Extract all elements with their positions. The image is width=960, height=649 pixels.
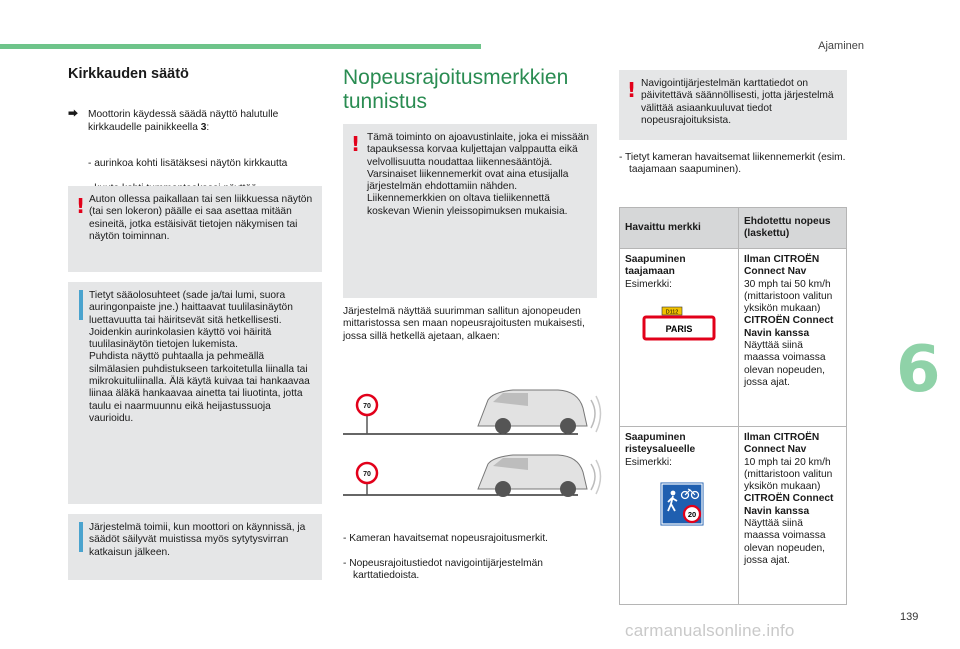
info-box xyxy=(68,282,322,504)
watermark: carmanualsonline.info xyxy=(625,621,795,640)
shared-zone-sign-icon xyxy=(659,481,705,527)
header-bar xyxy=(0,44,481,49)
arrow-icon: ⮕ xyxy=(68,109,79,121)
section-title: Ajaminen xyxy=(818,40,864,52)
source-list xyxy=(343,521,605,595)
list-item: - Nopeusrajoitustiedot navigointijärjestelmän karttatiedoista. xyxy=(343,557,543,582)
nav-text: 30 mph tai 50 km/h (mittaristoon valitun yksikön mukaan) xyxy=(744,278,833,315)
sign-cell xyxy=(620,427,739,605)
warning-text: Tämä toiminto on ajoavustinlaite, joka ei missään tapauksessa korvaa kuljettajan valppautta eikä velvollisuutta noudattaa liikennesääntöjä. Varsinaiset liikennemerkit ovat aina etusijalla järjestelmän ehdottamiin nähden. Liikennemerkkien on oltava tieliikennettä koskevan Wienin yleissopimuksen mukaisia. xyxy=(367,132,589,217)
example-label: Esimerkki: xyxy=(625,456,672,468)
list-item: - Kameran havaitsemat nopeusrajoitusmerkit. xyxy=(343,533,548,545)
warning-icon: ! xyxy=(76,194,86,218)
warning-icon: ! xyxy=(627,78,637,102)
conn-text: Näyttää siinä maassa voimassa olevan nopeuden, jossa ajat. xyxy=(744,340,826,388)
sign-title: Saapuminen risteysalueelle xyxy=(625,432,696,456)
speed-cell xyxy=(739,249,847,427)
table-header-row xyxy=(620,208,847,249)
speed-sign-value: 70 xyxy=(363,471,371,478)
speed-cell xyxy=(739,427,847,605)
example-label: Esimerkki: xyxy=(625,278,672,290)
nav-head: Ilman CITROËN Connect Nav xyxy=(744,254,820,278)
warning-icon: ! xyxy=(351,132,361,156)
brightness-title: Kirkkauden säätö xyxy=(68,66,189,82)
info-icon xyxy=(79,522,83,552)
town-entry-sign-icon xyxy=(641,305,721,345)
column-header: Ehdotettu nopeus (laskettu) xyxy=(739,208,847,249)
info-text: Järjestelmä toimii, kun moottori on käynnissä, ja säädöt säilyvät muistissa myös sytytysvirran katkaisun jälkeen. xyxy=(89,522,306,558)
warning-box xyxy=(343,124,597,298)
table-row xyxy=(620,249,847,427)
body-text: Järjestelmä näyttää suurimman sallitun ajonopeuden mittaristossa sen maan nopeusrajoitusten mukaisesti, jossa sillä hetkellä ajetaan, alkaen: xyxy=(343,306,585,342)
nav-text: 10 mph tai 20 km/h (mittaristoon valitun yksikön mukaan) xyxy=(744,456,833,493)
page-number: 139 xyxy=(900,611,919,623)
sign-cell xyxy=(620,249,739,427)
conn-text: Näyttää siinä maassa voimassa olevan nopeuden, jossa ajat. xyxy=(744,518,826,566)
column-header: Havaittu merkki xyxy=(620,208,739,249)
list-item: - Tietyt kameran havaitsemat liikennemerkit (esim. taajamaan saapuminen). xyxy=(619,152,846,176)
conn-head: CITROËN Connect Navin kanssa xyxy=(744,493,834,517)
svg-text:D112: D112 xyxy=(665,309,679,316)
table-row xyxy=(620,427,847,605)
conn-head: CITROËN Connect Navin kanssa xyxy=(744,315,834,339)
warning-text: Navigointijärjestelmän karttatiedot on päivitettävä säännöllisesti, jotta järjestelmä välittää asiaankuuluvat tiedot nopeusrajoituksista. xyxy=(641,78,834,126)
sign-title: Saapuminen taajamaan xyxy=(625,254,686,278)
info-text: Tietyt sääolosuhteet (sade ja/tai lumi, suora auringonpaiste jne.) haittaavat tuulilasinäytön luettavuutta tai häiritsevät sitä hetkellisesti. Joidenkin aurinkolasien käyttö voi häiritä tuulilasinäytön tietojen lukemista. Puhdista näyttö puhtaalla ja pehmeällä silmälasien puhdistukseen tarkoitetulla liinalla tai mikrokuituliinalla. Älä käytä kuivaa tai hankaavaa liinaa äläkä hankaavaa ainetta tai liuotinta, jotta taulu ei naarmuunnu eikä heijastussuoja vaurioidu. xyxy=(89,290,310,424)
nav-head: Ilman CITROËN Connect Nav xyxy=(744,432,820,456)
brightness-intro: ⮕ Moottorin käydessä säädä näyttö halutulle kirkkaudelle painikkeella 3: - aurinkoa kohti lisätäksesi näytön kirkkautta xyxy=(68,97,318,220)
chapter-tab: 6 xyxy=(896,333,941,407)
list-item: - aurinkoa kohti lisätäksesi näytön kirkkautta xyxy=(88,158,288,170)
warning-box xyxy=(68,186,322,272)
info-box xyxy=(68,514,322,580)
info-icon xyxy=(79,290,83,320)
speed-sign-value: 70 xyxy=(363,403,371,410)
warning-text: Auton ollessa paikallaan tai sen liikkuessa näytön (tai sen lokeron) päälle ei saa asettaa mitään esineitä, jotka estäisivät tietojen näkymisen tai näytön toiminnan. xyxy=(89,194,313,242)
speed-table xyxy=(619,207,847,605)
sign-text: PARIS xyxy=(665,323,693,334)
warning-box xyxy=(619,70,847,140)
speed-sign-value: 20 xyxy=(687,509,697,519)
speed-sign-title: Nopeusrajoitusmerkkien tunnistus xyxy=(343,66,569,113)
car-sign-illustration xyxy=(343,378,605,513)
